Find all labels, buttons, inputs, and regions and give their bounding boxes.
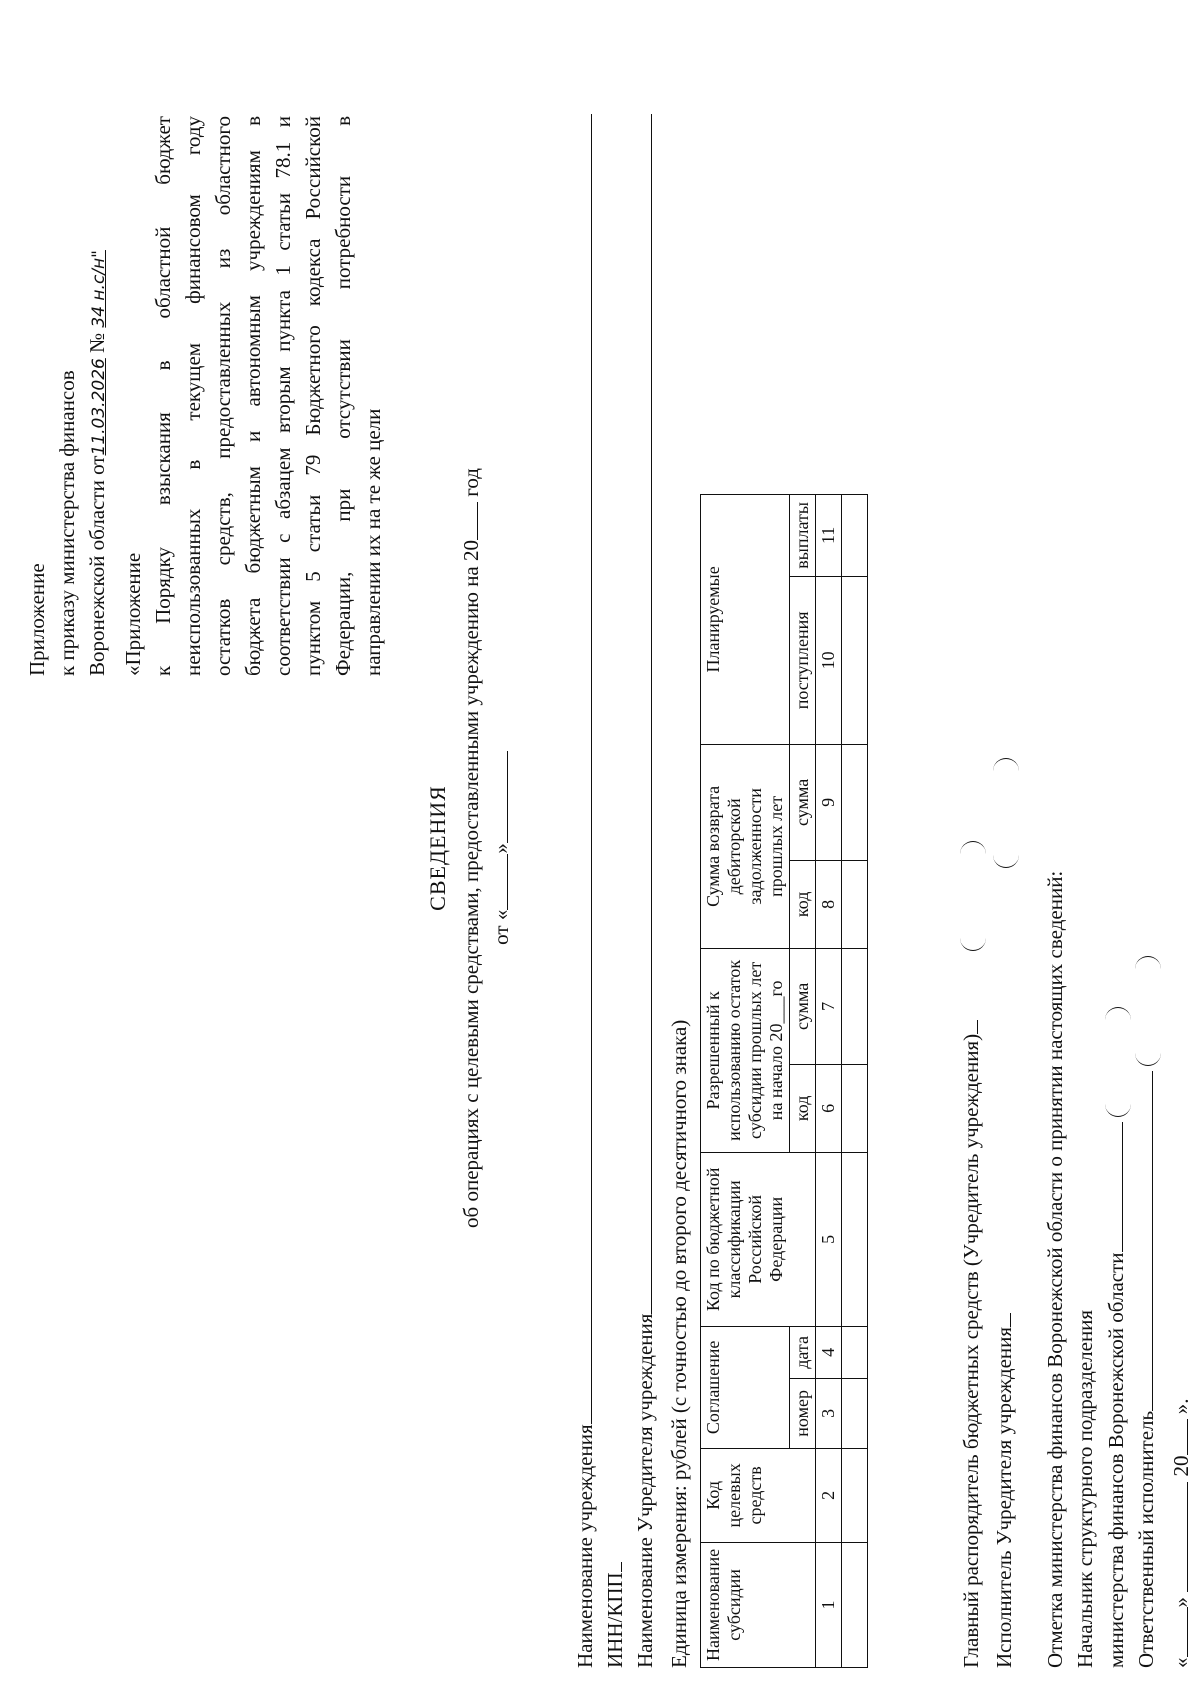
ministry-mark: Отметка министерства финансов Воронежской области о принятии настоящих сведений: bbox=[1043, 870, 1067, 1668]
day-blank bbox=[1165, 1608, 1188, 1658]
col-subsidy-name: Наименование субсидии bbox=[701, 1542, 816, 1667]
cell bbox=[842, 576, 868, 744]
date-open-quote: « bbox=[1169, 1657, 1193, 1668]
signature-date-line bbox=[1165, 1399, 1196, 1669]
order-line-2: неиспользованных в текущем финансовом году bbox=[181, 116, 205, 676]
order-line-6: пунктом 5 статьи 79 Бюджетного кодекса Российской bbox=[301, 116, 325, 676]
order-line-7: Федерации, при отсутствии потребности в bbox=[331, 116, 355, 676]
year-blank bbox=[1165, 1420, 1188, 1456]
chief-administrator-blank bbox=[955, 1020, 978, 1034]
order-line-1: к Порядку взыскания в областной бюджет bbox=[151, 116, 175, 676]
col-kbk: Код по бюджетной классификации Российской Федерации bbox=[701, 1152, 816, 1326]
order-line-4: бюджета бюджетным и автономным учреждениям в bbox=[241, 116, 265, 676]
col-num: 5 bbox=[816, 1152, 842, 1326]
col-target-code: Код целевых средств bbox=[701, 1448, 816, 1542]
responsible-line bbox=[1130, 956, 1161, 1668]
inn-label: ИНН/КПП bbox=[603, 1572, 627, 1668]
chief-administrator-label: Главный распорядитель бюджетных средств (Учредитель учреждения) bbox=[959, 1033, 983, 1668]
month-blank bbox=[1165, 1482, 1188, 1592]
date-close-quote: » bbox=[1169, 1597, 1193, 1608]
date-end: ». bbox=[1169, 1398, 1193, 1415]
cell bbox=[842, 1064, 868, 1152]
col-num: 1 bbox=[816, 1542, 842, 1667]
ministry-head-line bbox=[1100, 1007, 1131, 1668]
appendix-order-ref: к приказу министерства финансов bbox=[55, 370, 79, 676]
order-line-8: направлении их на те же цели bbox=[361, 408, 385, 676]
structural-head-label: Начальник структурного подразделения bbox=[1073, 1309, 1097, 1668]
col-planned-receipts: поступления bbox=[790, 576, 816, 744]
appendix-region: Воронежской области от bbox=[85, 455, 109, 676]
appendix-order-date-line bbox=[82, 116, 114, 676]
year-blank bbox=[455, 502, 478, 540]
ministry-head-blank bbox=[1100, 1123, 1123, 1253]
responsible-blank bbox=[1130, 1071, 1153, 1411]
col-return-code: код bbox=[790, 860, 816, 948]
document-title: СВЕДЕНИЯ bbox=[425, 785, 450, 911]
founder-label: Наименование Учредителя учреждения bbox=[633, 1313, 657, 1668]
table-spacer bbox=[701, 108, 868, 494]
col-planned-payments: выплаты bbox=[790, 494, 816, 576]
order-appendix-head: «Приложение bbox=[121, 552, 145, 676]
handwritten-date: 11.03.2026 bbox=[89, 358, 109, 456]
col-agreement-date: дата bbox=[790, 1326, 816, 1378]
cell bbox=[842, 494, 868, 576]
col-num: 2 bbox=[816, 1448, 842, 1542]
date-prefix: от « bbox=[489, 909, 513, 945]
col-num: 4 bbox=[816, 1326, 842, 1378]
cell bbox=[842, 1542, 868, 1667]
col-num: 11 bbox=[816, 494, 842, 576]
col-receivables-return: Сумма возврата дебиторской задолженности прошлых лет bbox=[701, 744, 790, 948]
document-subtitle bbox=[455, 0, 486, 1696]
col-agreement-number: номер bbox=[790, 1378, 816, 1448]
cell bbox=[842, 1448, 868, 1542]
date-close-quote: » bbox=[489, 843, 513, 854]
order-appendix-block bbox=[118, 116, 388, 676]
founder-blank bbox=[631, 114, 652, 1314]
report-date-line bbox=[485, 0, 516, 1696]
col-allowed-balance: Разрешенный к использованию остаток субсидии прошлых лет на начало 20___го bbox=[701, 948, 790, 1152]
executor-blank bbox=[988, 1313, 1011, 1327]
col-num: 8 bbox=[816, 860, 842, 948]
col-allowed-code: код bbox=[790, 1064, 816, 1152]
col-num: 10 bbox=[816, 576, 842, 744]
institution-blank bbox=[571, 114, 592, 1424]
col-num: 9 bbox=[816, 744, 842, 860]
day-blank bbox=[485, 854, 508, 910]
cell bbox=[842, 1152, 868, 1326]
signature-parentheses bbox=[960, 841, 986, 951]
report-table bbox=[700, 108, 868, 1668]
order-line-5: соответствии с абзацем вторым пункта 1 статьи 78.1 и bbox=[271, 116, 295, 676]
cell bbox=[842, 860, 868, 948]
col-num: 3 bbox=[816, 1378, 842, 1448]
executor-label: Исполнитель Учредителя учреждения bbox=[992, 1326, 1016, 1668]
col-return-sum: сумма bbox=[790, 744, 816, 860]
signature-parentheses bbox=[1105, 1007, 1131, 1117]
signature-parentheses bbox=[993, 758, 1019, 868]
appendix-header bbox=[22, 116, 114, 676]
col-num: 6 bbox=[816, 1064, 842, 1152]
ministry-head-label: министерства финансов Воронежской области bbox=[1104, 1252, 1128, 1668]
executor-line bbox=[988, 758, 1019, 1668]
founder-name-field bbox=[630, 114, 660, 1668]
col-allowed-sum: сумма bbox=[790, 948, 816, 1064]
institution-name-field bbox=[570, 114, 600, 1668]
cell bbox=[842, 948, 868, 1064]
unit-of-measure: Единица измерения: рублей (с точностью до второго десятичного знака) bbox=[667, 1019, 691, 1668]
col-agreement: Соглашение bbox=[701, 1326, 790, 1448]
subtitle-year-word: год bbox=[459, 468, 483, 497]
subtitle-text: об операциях с целевыми средствами, предоставленными учреждению на 20 bbox=[459, 539, 483, 1228]
appendix-label: Приложение bbox=[25, 563, 49, 676]
month-blank bbox=[485, 751, 508, 843]
institution-label: Наименование учреждения bbox=[573, 1424, 597, 1668]
col-num: 7 bbox=[816, 948, 842, 1064]
order-line-3: остатков средств, предоставленных из областного bbox=[211, 116, 235, 676]
responsible-label: Ответственный исполнитель bbox=[1134, 1410, 1158, 1668]
header-row-1 bbox=[701, 108, 790, 1668]
year-prefix: 20 bbox=[1169, 1455, 1193, 1477]
signature-parentheses bbox=[1135, 956, 1161, 1066]
cell bbox=[842, 1378, 868, 1448]
cell bbox=[842, 744, 868, 860]
col-planned: Планируемые bbox=[701, 494, 790, 744]
inn-blank bbox=[601, 1562, 622, 1572]
number-sign: № bbox=[85, 332, 109, 353]
chief-administrator-line bbox=[955, 841, 986, 1668]
inn-field bbox=[600, 1562, 630, 1668]
cell bbox=[842, 1326, 868, 1378]
handwritten-number: 34 н.с/н" bbox=[89, 250, 109, 328]
